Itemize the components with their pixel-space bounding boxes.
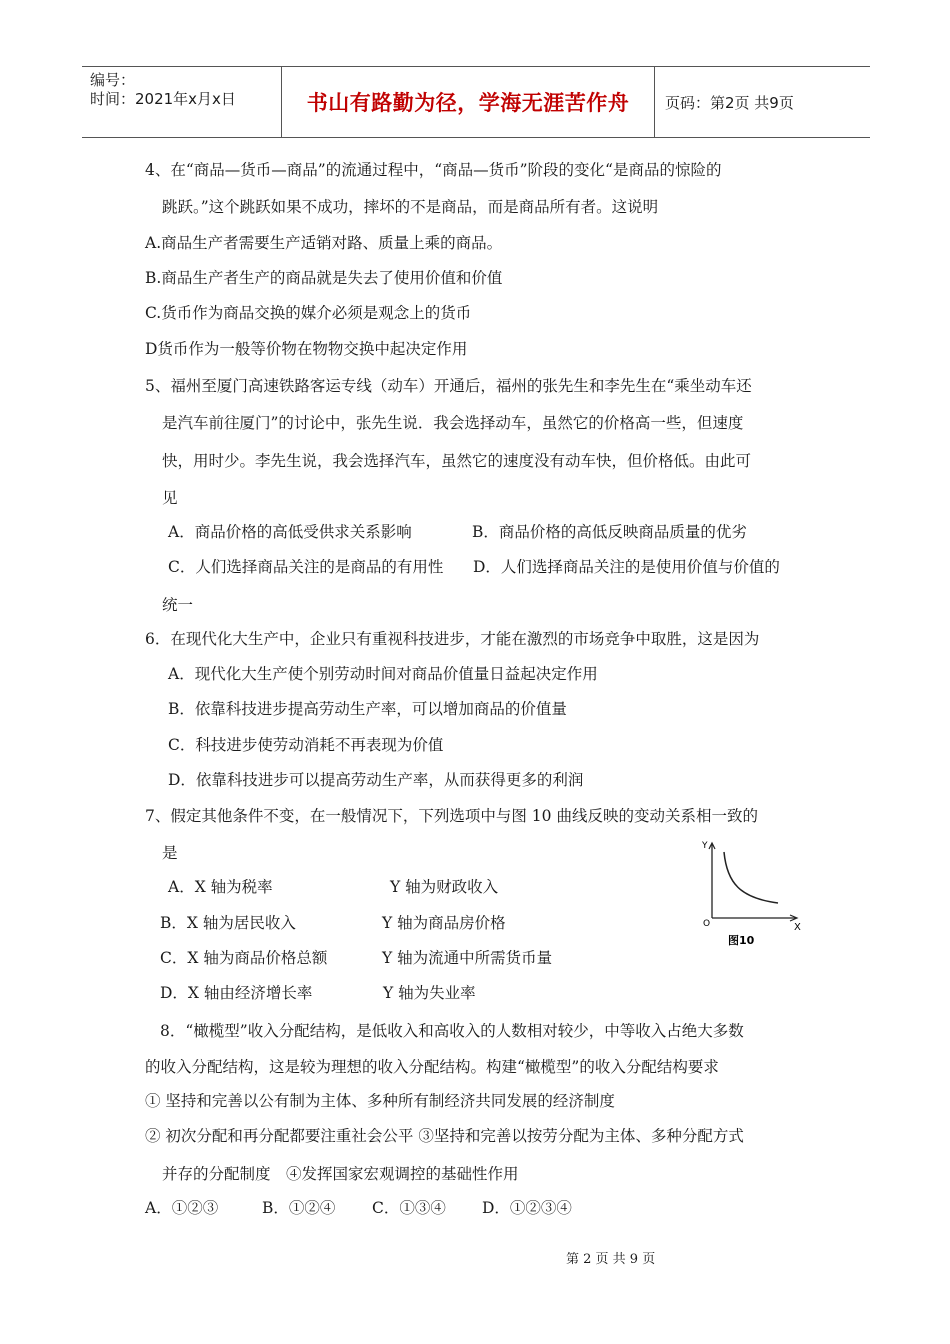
figure-x-label: X	[794, 922, 801, 933]
q8-stem-line-1: 8．“橄榄型”收入分配结构，是低收入和高收入的人数相对较少，中等收入占绝大多数	[160, 1022, 744, 1040]
q8-stem-line-2: 的收入分配结构，这是较为理想的收入分配结构。构建“橄榄型”的收入分配结构要求	[145, 1058, 719, 1076]
figure-origin-label: O	[703, 919, 711, 929]
q5-stem-line-4: 见	[162, 489, 178, 507]
q4-option-d: D货币作为一般等价物在物物交换中起决定作用	[145, 340, 468, 358]
q5-option-c: C．人们选择商品关注的是商品的有用性	[168, 558, 444, 576]
q7-option-a-x: A．X 轴为税率	[168, 878, 273, 896]
figure-curve	[724, 852, 778, 903]
q8-option-b: B．①②④	[262, 1199, 336, 1217]
q8-item-2-3: ② 初次分配和再分配都要注重社会公平 ③坚持和完善以按劳分配为主体、多种分配方式	[145, 1127, 744, 1145]
q6-option-d: D．依靠科技进步可以提高劳动生产率，从而获得更多的利润	[168, 771, 584, 789]
q7-option-d-x: D．X 轴由经济增长率	[160, 984, 313, 1002]
document-date-label: 时间：2021年x月x日	[90, 90, 236, 108]
q4-option-c: C.货币作为商品交换的媒介必须是观念上的货币	[145, 304, 472, 322]
q5-stem-line-1: 5、福州至厦门高速铁路客运专线（动车）开通后，福州的张先生和李先生在“乘坐动车还	[145, 377, 752, 395]
figure-y-label: Y	[702, 841, 708, 851]
q4-stem-line-1: 4、在“商品—货币—商品”的流通过程中，“商品—货币”阶段的变化“是商品的惊险的	[145, 161, 722, 179]
q5-stem-line-2: 是汽车前往厦门”的讨论中，张先生说．我会选择动车，虽然它的价格高一些，但速度	[162, 414, 744, 432]
document-number-label: 编号：	[90, 71, 136, 89]
q5-option-d-line-1: D．人们选择商品关注的是使用价值与价值的	[473, 558, 780, 576]
q8-option-d: D．①②③④	[482, 1199, 572, 1217]
q8-option-c: C．①③④	[372, 1199, 446, 1217]
q7-option-b-x: B．X 轴为居民收入	[160, 914, 296, 932]
q6-stem: 6．在现代化大生产中，企业只有重视科技进步，才能在激烈的市场竞争中取胜，这是因为	[145, 630, 760, 648]
q4-option-b: B.商品生产者生产的商品就是失去了使用价值和价值	[145, 269, 503, 287]
page-footer: 第 2 页 共 9 页	[566, 1252, 656, 1267]
q7-option-d-y: Y 轴为失业率	[383, 984, 476, 1002]
figure-10-curve	[700, 838, 810, 948]
q4-stem-line-2: 跳跃。”这个跳跃如果不成功，摔坏的不是商品，而是商品所有者。这说明	[162, 198, 659, 216]
q5-option-b: B．商品价格的高低反映商品质量的优劣	[472, 523, 747, 541]
q5-option-d-line-2: 统一	[162, 596, 194, 614]
q6-option-a: A．现代化大生产使个别劳动时间对商品价值量日益起决定作用	[168, 665, 598, 683]
q7-option-c-x: C．X 轴为商品价格总额	[160, 949, 328, 967]
header-left-cell	[82, 67, 282, 137]
q7-option-b-y: Y 轴为商品房价格	[382, 914, 506, 932]
q7-stem-line-2: 是	[162, 844, 178, 862]
q7-stem-line-1: 7、假定其他条件不变，在一般情况下，下列选项中与图 10 曲线反映的变动关系相一致的	[145, 807, 758, 825]
q5-option-a: A．商品价格的高低受供求关系影响	[168, 523, 412, 541]
q4-option-a: A.商品生产者需要生产适销对路、质量上乘的商品。	[145, 234, 503, 252]
q8-item-3-4: 并存的分配制度 ④发挥国家宏观调控的基础性作用	[162, 1165, 519, 1183]
q6-option-c: C．科技进步使劳动消耗不再表现为价值	[168, 736, 444, 754]
header-motto: 书山有路勤为径，学海无涯苦作舟	[282, 67, 655, 137]
q5-stem-line-3: 快，用时少。李先生说，我会选择汽车，虽然它的速度没有动车快，但价格低。由此可	[162, 452, 752, 470]
figure-caption: 图10	[728, 934, 755, 947]
q8-option-a: A．①②③	[145, 1199, 219, 1217]
q7-option-c-y: Y 轴为流通中所需货币量	[382, 949, 553, 967]
header-page-label: 页码：第2页 共9页	[665, 93, 794, 112]
q6-option-b: B．依靠科技进步提高劳动生产率，可以增加商品的价值量	[168, 700, 567, 718]
q7-option-a-y: Y 轴为财政收入	[390, 878, 499, 896]
page-header	[82, 66, 870, 138]
q8-item-1: ① 坚持和完善以公有制为主体、多种所有制经济共同发展的经济制度	[145, 1092, 615, 1110]
